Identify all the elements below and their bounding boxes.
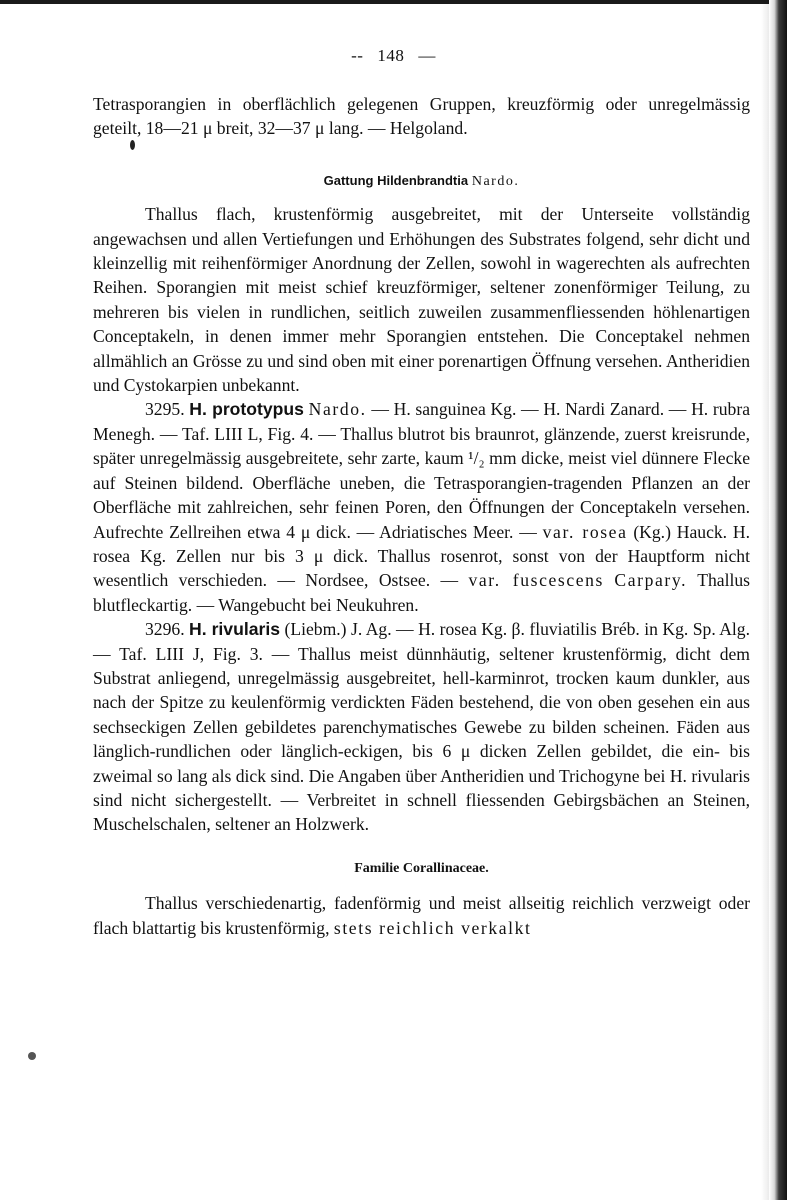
- page-gutter-shade: [761, 0, 769, 1200]
- page-top-edge: [0, 0, 787, 4]
- genus-description: Thallus flach, krustenförmig ausgebreitet, mit der Unterseite vollständig angewachsen und allen Vertiefungen und Erhöhungen des Substrates folgend, sehr dicht und kleinzellig mit reihenförmiger Anordnung der Zellen, sowohl in wagerechten als aufrechten Reihen. Sporangien mit meist schief kreuzförmiger, seltener zonenförmiger Teilung, zu mehreren bis vielen in rundlichen, seitlich zuweilen zusammenfliessenden höhlenartigen Conceptakeln, in denen immer mehr Sporangien entstehen. Die Conceptakel nehmen allmählich an Grösse zu und sind oben mit einer porenartigen Öffnung versehen. Antheridien und Cystokarpien unbekannt.: [93, 204, 750, 396]
- species-3296-name: H. rivularis: [189, 619, 281, 640]
- species-3296-number: 3296.: [145, 619, 185, 640]
- species-3295-author: Nardo.: [308, 399, 367, 420]
- species-3295-name: H. prototypus: [189, 399, 304, 420]
- ink-speck: [130, 140, 135, 150]
- intro-paragraph: Tetrasporangien in oberflächlich gelegenen Gruppen, kreuzförmig oder unregelmässig geteilt, 18—21 μ breit, 32—37 μ lang. — Helgoland.: [93, 94, 750, 139]
- header-dash-right: —: [418, 46, 436, 65]
- family-description: [93, 891, 750, 940]
- page-body: [93, 92, 750, 940]
- family-description-text: Thallus verschiedenartig, fadenförmig und meist allseitig reichlich verzweigt oder flach blattartig bis krustenförmig,: [93, 893, 750, 938]
- species-3296-entry: [93, 617, 750, 837]
- genus-author: Nardo.: [471, 173, 520, 189]
- ink-speck: [28, 1052, 36, 1060]
- variety-rosea: var. rosea: [542, 521, 628, 542]
- variety-fuscescens: var. fuscescens: [468, 570, 605, 591]
- species-3295-number: 3295.: [145, 399, 185, 420]
- species-3296-text: (Liebm.) J. Ag. — H. rosea Kg. β. fluviatilis Bréb. in Kg. Sp. Alg. — Taf. LIII J, Fig. 3. — Thallus meist dünnhäutig, seltener krustenförmig, dicht dem Substrat anliegend, unregelmässig ausgebreitet, hell-karminrot, trocken kaum dunkler, aus nach der Spitze zu keulenförmig verdickten Fäden bestehend, die von oben gesehen ein aus sechseckigen Zellen gebildetes parenchymatisches Gewebe zu bilden scheinen. Fäden aus länglich-rundlichen oder länglich-eckigen, bis 6 μ dicken Zellen gebildet, die ein- bis zweimal so lang als dick sind. Die Angaben über Antheridien und Trichogyne bei H. rivularis sind nicht sichergestellt. — Verbreitet in schnell fliessenden Gebirgsbächen an Steinen, Muschelschalen, seltener an Holzwerk.: [93, 619, 750, 835]
- species-3295-text-3: (Kg.) Hauck. H. rosea Kg. Zellen nur bis 3 μ dick. Thallus rosenrot, sonst von der Hauptform nicht wesentlich verschieden. — Nordsee, Ostsee. —: [93, 521, 750, 591]
- species-3295-entry: [93, 397, 750, 617]
- species-3295-text-4: Thallus blutfleckartig. — Wangebucht bei Neukuhren.: [93, 570, 750, 615]
- running-header: [0, 46, 787, 66]
- species-3295-fraction: ¹/₂: [468, 448, 485, 469]
- page-right-edge: [769, 0, 787, 1200]
- genus-name: Gattung Hildenbrandtia: [323, 172, 469, 188]
- page-number: 148: [377, 46, 405, 65]
- genus-heading: [93, 169, 750, 194]
- family-heading: Familie Corallinaceae.: [354, 860, 489, 876]
- species-3295-text-1: — H. sanguinea Kg. — H. Nardi Zanard. — H. rubra Menegh. — Taf. LIII L, Fig. 4. — Thallus blutrot bis braunrot, glänzende, zuerst kreisrunde, später unregelmässig ausgebreitete, sehr zarte, kaum: [93, 399, 750, 469]
- family-description-spaced: stets reichlich verkalkt: [333, 917, 532, 938]
- species-3295-text-2: mm dicke, meist viel dünnere Flecke auf Steinen bildend. Oberfläche uneben, die Tetrasporangien-tragenden Pflanzen an der Oberfläche mit zahlreichen, sehr feinen Poren, den Öffnungen der Conceptakeln versehen. Aufrechte Zellreihen etwa 4 μ dick. — Adriatisches Meer. —: [93, 448, 750, 542]
- variety-fuscescens-author: Carpary.: [614, 570, 688, 591]
- header-dash-left: --: [351, 46, 364, 65]
